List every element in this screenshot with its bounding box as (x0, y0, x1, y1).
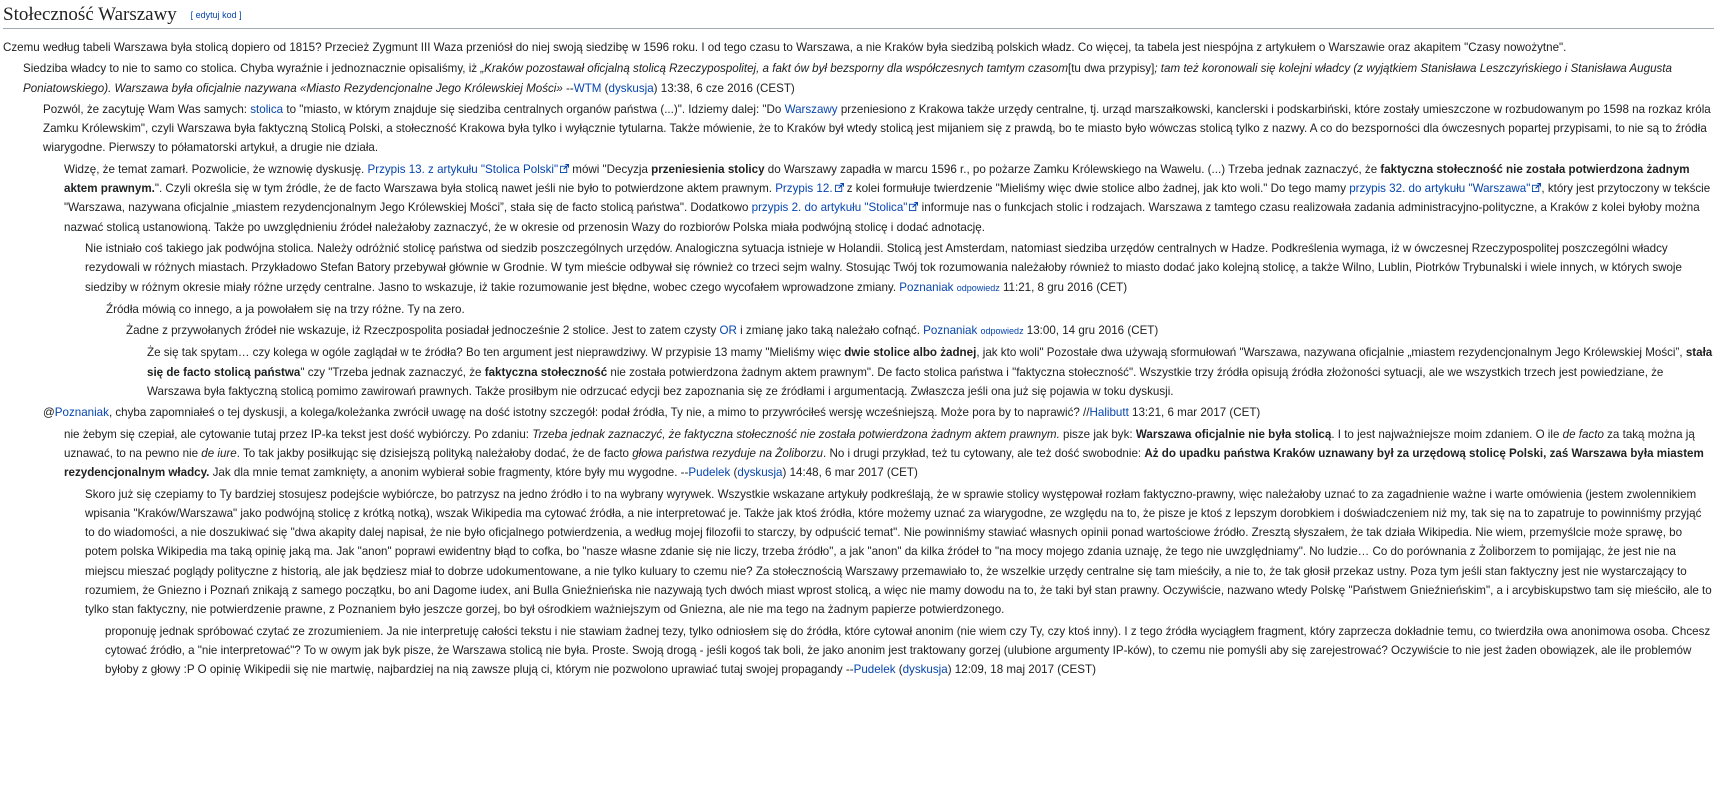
external-link-przypis-12[interactable]: Przypis 12. (775, 182, 843, 195)
comment-c3: Widzę, że temat zamarł. Pozwolicie, że wznowię dyskusję. Przypis 13. z artykułu "Stolica Polski" mówi "Decyzja przeniesienia stolicy do Warszawy zapadła w marcu 1596 r., po pożarze Zamku Królewskiego na Wawelu. (...) Trzeba jednak zaznaczyć, że faktyczna stołeczność nie została potwierdzona żadnym aktem prawnym.". Czyli określa się w tym źródle, że de facto Warszawa była stolicą nawet jeśli nie było to potwierdzone aktem prawnym. Przypis 12. z kolei formułuje twierdzenie "Mieliśmy więc dwie stolice albo żadnej, jak kto woli." Do tego mamy przypis 32. do artykułu "Warszawa" , który jest przytoczony w tekście "Warszawa, nazywana oficjalnie „miastem rezydencjonalnym Jego Królewskiej Mości”, stała się de facto stolicą państwa". Dodatkowo przypis 2. do artykułu "Stolica" informuje nas o funkcjach stolic i rodzajach. Warszawa z tamtego czasu realizowała zadania administracyjno-polityczne, a Kraków z kolei byłoby można nazwać stolicą ustanowioną. Także po uwzględnieniu źródeł należałoby zaznaczyć, że w okresie od przenosin Wazy do rozbiorów Polska miała podwójną stolicę i dodać adnotację. (64, 162, 1711, 234)
user-link-poznaniak[interactable]: Poznaniak (54, 406, 109, 420)
external-link-icon (560, 164, 569, 173)
comment-c2: Pozwól, że zacytuję Wam Was samych: stolica to "miasto, w którym znajduje się siedziba centralnych organów państwa (...)". Idziemy dalej: "Do Warszawy przeniesiono z Krakowa także urzędy centralne, tj. urząd marszałkowski, kanclerski i podskarbiński, które zostały umieszczone w rozbudowanym po 1598 na rozkaz króla Zamku Królewskim", czyli Warszawa była faktyczną Stolicą Polski, a stołeczność Krakowa była tylko i wyłącznie tytularna. Także mówienie, że to Kraków był wtedy stolicą jest mijaniem się z prawdą, bo te miasto było wówczas stolicą tylko z nazwy. A co do bezsporności dla ówczesnych popartej przypisami, to nie są to źródła wiarygodne. Pierwszy to półamatorski artykuł, a drugie nie działa. (43, 102, 1711, 155)
comment-text: Czemu według tabeli Warszawa była stolicą dopiero od 1815? Przecież Zygmunt III Waza przeniósł do niej swoją siedzibę w 1596 roku. I od tego czasu to Warszawa, a nie Kraków była siedzibą polskich władz. Co więcej, ta tabela jest niespójna z artykułem o Warszawie oraz akapitem "Czasy nowożytne". (3, 41, 1567, 54)
comment-c1: Siedziba władcy to nie to samo co stolica. Chyba wyraźnie i jednoznacznie opisaliśmy, iż „Kraków pozostawał oficjalną stolicą Rzeczypospolitej, a fakt ów był bezsporny dla współczesnych tamtym czasom[tu dwa przypisy]; tam też koronowali się kolejni władcy (z wyjątkiem Stanisława Leszczyńskiego i Stanisława Augusta Poniatowskiego). Warszawa była oficjalnie nazywana «Miasto Rezydencjonalne Jego Królewskiej Mości» --WTM (dyskusja) 13:38, 6 cze 2016 (CEST) (23, 62, 1672, 95)
comment-c6: Żadne z przywołanych źródeł nie wskazuje, iż Rzeczpospolita posiadał jednocześnie 2 stolice. Jest to zatem czysty OR i zmianę jako taką należało cofnąć. Poznaniak odpowiedz 13:00, 14 gru 2016 (CET) (126, 324, 1159, 338)
timestamp: 14:48, 6 mar 2017 (CET) (786, 466, 918, 480)
timestamp: 11:21, 8 gru 2016 (CET) (999, 280, 1128, 294)
quote-text: „Kraków pozostawał oficjalną stolicą Rzeczypospolitej, a fakt ów był bezsporny dla współczesnych tamtym czasom (480, 62, 1068, 76)
user-link-poznaniak[interactable]: Poznaniak (923, 324, 978, 338)
user-talk-link[interactable]: dyskusja (737, 466, 783, 480)
user-talk-link[interactable]: dyskusja (608, 81, 654, 95)
external-link-przypis-32[interactable]: przypis 32. do artykułu "Warszawa" (1349, 182, 1541, 195)
user-link-pudelek[interactable]: Pudelek (853, 663, 896, 677)
comment-c7: Że się tak spytam… czy kolega w ogóle zaglądał w te źródła? Bo ten argument jest nieprawdziwy. W przypisie 13 mamy "Mieliśmy więc dwie stolice albo żadnej, jak kto woli" Pozostałe dwa używają sformułowań "Warszawa, nazywana oficjalnie „miastem rezydencjonalnym Jego Królewskiej Mości”, stała się de facto stolicą państwa" czy "Trzeba jednak zaznaczyć, że faktyczna stołeczność nie została potwierdzona żadnym aktem prawnym". De facto stolica państwa i "faktyczna stołeczność". Wszystkie trzy źródła opisują źródła złożoności sytuacji, ale we wszystkich trzech jest powiedziane, że Warszawa była faktyczną stolicą pomimo zawirowań prawnych. Także prosiłbym nie odrzucać edycji bez zapoznania się ze źródłami i argumentacją. Zwłaszcza jeśli ona już się pojawia w toku dyskusji. (147, 346, 1713, 399)
user-link-poznaniak[interactable]: Poznaniak (899, 280, 954, 294)
timestamp: 13:21, 6 mar 2017 (CET) (1128, 406, 1261, 420)
external-link-przypis-2[interactable]: przypis 2. do artykułu "Stolica" (752, 201, 919, 214)
timestamp: 13:38, 6 cze 2016 (CEST) (657, 81, 795, 95)
user-link-wtm[interactable]: WTM (573, 81, 602, 95)
comment-c4: Nie istniało coś takiego jak podwójna stolica. Należy odróżnić stolicę państwa od siedzib poszczególnych urzędów. Analogiczna sytuacja istnieje w Holandii. Stolicą jest Amsterdam, natomiast siedziba urzędów centralnych w Hadze. Podkreślenia wymaga, iż w ówczesnej Rzeczypospolitej poszczególni władcy rezydowali w różnych miastach. Przykładowo Stefan Batory przebywał głównie w Grodnie. W tym mieście odbywał się również co trzeci sejm walny. Stosując Twój tok rozumowania należałoby również to miasto dodać jako kolejną stolicę, a także Wilno, Lublin, Piotrków Trybunalski i wiele innych, w których swoje siedziby w różnym okresie miały różne urzędy centralne. Jasno to wskazuje, iż takie rozumowanie jest błędne, wobec czego wycofałem wprowadzone zmiany. Poznaniak odpowiedz 11:21, 8 gru 2016 (CET) (85, 241, 1682, 294)
article-link-warszawy[interactable]: Warszawy (784, 102, 838, 116)
comment-c5: Źródła mówią co innego, a ja powołałem się na trzy różne. Ty na zero. (106, 302, 465, 316)
comment-c8: @Poznaniak, chyba zapomniałeś o tej dyskusji, a kolega/koleżanka zwrócił uwagę na dość istotny szczegół: podał źródła, Ty nie, a mimo to przywróciłeś wersję wcześniejszą. Może pora by to naprawić? //Halibutt 13:21, 6 mar 2017 (CET) (43, 406, 1261, 420)
comment-c0 (3, 38, 1714, 57)
edit-source-section (191, 10, 242, 20)
timestamp: 13:00, 14 gru 2016 (CET) (1023, 324, 1159, 338)
comment-c11: proponuję jednak spróbować czytać ze zrozumieniem. Ja nie interpretuję całości tekstu i nie stawiam żadnej tezy, tylko odniosłem się do źródła, które cytował anonim (nie wiem czy Ty, czy ktoś inny). I z tego źródła wyciągłem fragment, który zaprzecza dokładnie temu, co twierdziła owa anonimowa osoba. Chcesz cytować źródło, a "nie interpretować"? To w owym jak byk pisze, że Warszawa stolicą nie była. Proste. Swoją drogą - jeśli kogoś tak boli, że jako anonim jest traktowany gorzej (ulubione argumenty IP-ków), to czemu nie pomyśli aby się zarejestrować? Oczywiście to nie jest żaden obowiązek, ale ile problemów byłoby z głowy :P O opinię Wikipedii się nie martwię, najbardziej na nią zawsze plują ci, którym nie pozwolono uprawiać tutaj swojej propagandy --Pudelek (dyskusja) 12:09, 18 maj 2017 (CEST) (105, 624, 1711, 677)
quote-text: ; tam też koronowali się kolejni władcy (z wyjątkiem Stanisława Leszczyńskiego i Stanisława Augusta Poniatowskiego). Warszawa była oficjalnie nazywana «Miasto Rezydencjonalne Jego Królewskiej Mości» (23, 62, 1672, 95)
section-heading (3, 3, 1714, 29)
timestamp: 12:09, 18 maj 2017 (CEST) (951, 663, 1096, 677)
article-link-or[interactable]: OR (719, 324, 737, 338)
user-link-halibutt[interactable]: Halibutt (1089, 406, 1129, 420)
reply-link[interactable]: odpowiedz (956, 282, 1000, 293)
article-link-stolica[interactable]: stolica (250, 102, 284, 116)
user-talk-link[interactable]: dyskusja (902, 663, 948, 677)
external-link-icon (835, 183, 844, 192)
edit-source-link[interactable]: [ edytuj kod ] (190, 10, 242, 20)
reply-link[interactable]: odpowiedz (980, 326, 1024, 337)
external-link-przypis-13[interactable]: Przypis 13. z artykułu "Stolica Polski" (367, 163, 569, 176)
comment-c9: nie żebym się czepiał, ale cytowanie tutaj przez IP-ka tekst jest dość wybiórczy. Po zdaniu: Trzeba jednak zaznaczyć, że faktyczna stołeczność nie została potwierdzona żadnym aktem prawnym. pisze jak byk: Warszawa oficjalnie nie była stolicą. I to jest najważniejsze moim zdaniem. O ile de facto za taką można ją uznawać, to na pewno nie de iure. To tak jakby posiłkując się dzisiejszą polityką należałoby dodać, że de facto głowa państwa rezyduje na Żoliborzu. No i drugi przykład, też tu cytowany, ale też dość swobodnie: Aż do upadku państwa Kraków uznawany był za urzędową stolicę Polski, zaś Warszawa była miastem rezydencjonalnym władcy. Jak dla mnie temat zamknięty, a anonim wybierał sobie fragmenty, które były mu wygodne. --Pudelek (dyskusja) 14:48, 6 mar 2017 (CET) (64, 427, 1704, 480)
user-link-pudelek[interactable]: Pudelek (688, 466, 731, 480)
comment-c10: Skoro już się czepiamy to Ty bardziej stosujesz podejście wybiórcze, bo patrzysz na jedno źródło i to na wybrany wyrywek. Wszystkie wskazane artykuły podkreślają, że w sprawie stolicy występował rozłam faktyczno-prawny, więc należałoby uznać to za zagadnienie ważne i warte omówienia (jestem zwolennikiem wpisania "Kraków/Warszawa" jako podwójną stolicę z krótką notką), wszak Wikipedia ma cytować źródła, a nie interpretować je. Także jak ktoś źródła, które możemy uznać za wiarygodne, ze względu na to, że pisze je ktoś z lepszym dorobkiem i doświadczeniem niż my, tak się na to zapatruje to powinniśmy przyjąć to do wiadomości, a nie doszukiwać się "dwa akapity dalej napisał, że nie było oficjalnego potwierdzenia, a według mojej filozofii to starczy, by odpuścić temat". Nie powinniśmy stawiać własnych opinii ponad wartościowe źródło. Zresztą słyszałem, że tak działa Wikipedia. Nie wiem, przemyślcie może sprawę, bo potem polska Wikipedia ma taką opinię jaką ma. Jak "anon" poprawi ewidentny błąd to cofka, bo "nasze własne zdanie się nie liczy, trzeba źródło", a jak "anon" da kilka źródeł to "na mocy mojego zdania uznaję, że tego nie uwzględniamy". No ludzie… Co do porównania z Żoliborzem to pomijając, że jest nie na miejscu mieszać poglądy polityczne z historią, ale jak będziesz miał to dobrze udokumentowane, a nie tylko kuluary to czemu nie? Za stołecznością Warszawy przemawiało to, że wszelkie urzędy centralne się tam mieściły, a nie to, że tak głosił przekaz ustny. Poza tym jeśli stan faktyczny jest nie wystarczający to rozumiem, że Gniezno i Poznań znikają z samego początku, bo ani Dagome iudex, ani Bulla Gnieźnieńska nie nazywają tych dwóch miast wprost stolicą, a więc nie mamy dowodu na to, że taki był stan prawny. Oczywiście, nazwano wtedy Polskę "Państwem Gnieźnieńskim", a i arcybiskupstwo tam się mieściło, ale to tylko stan faktyczny, nie potwierdzenie prawne, z Poznaniem było jeszcze gorzej, bo był ośrodkiem ważniejszym od Gniezna, ale nie ma tego na żadnym papierze potwierdzonego. (85, 487, 1712, 617)
section-title: Stołeczność Warszawy (3, 4, 177, 25)
